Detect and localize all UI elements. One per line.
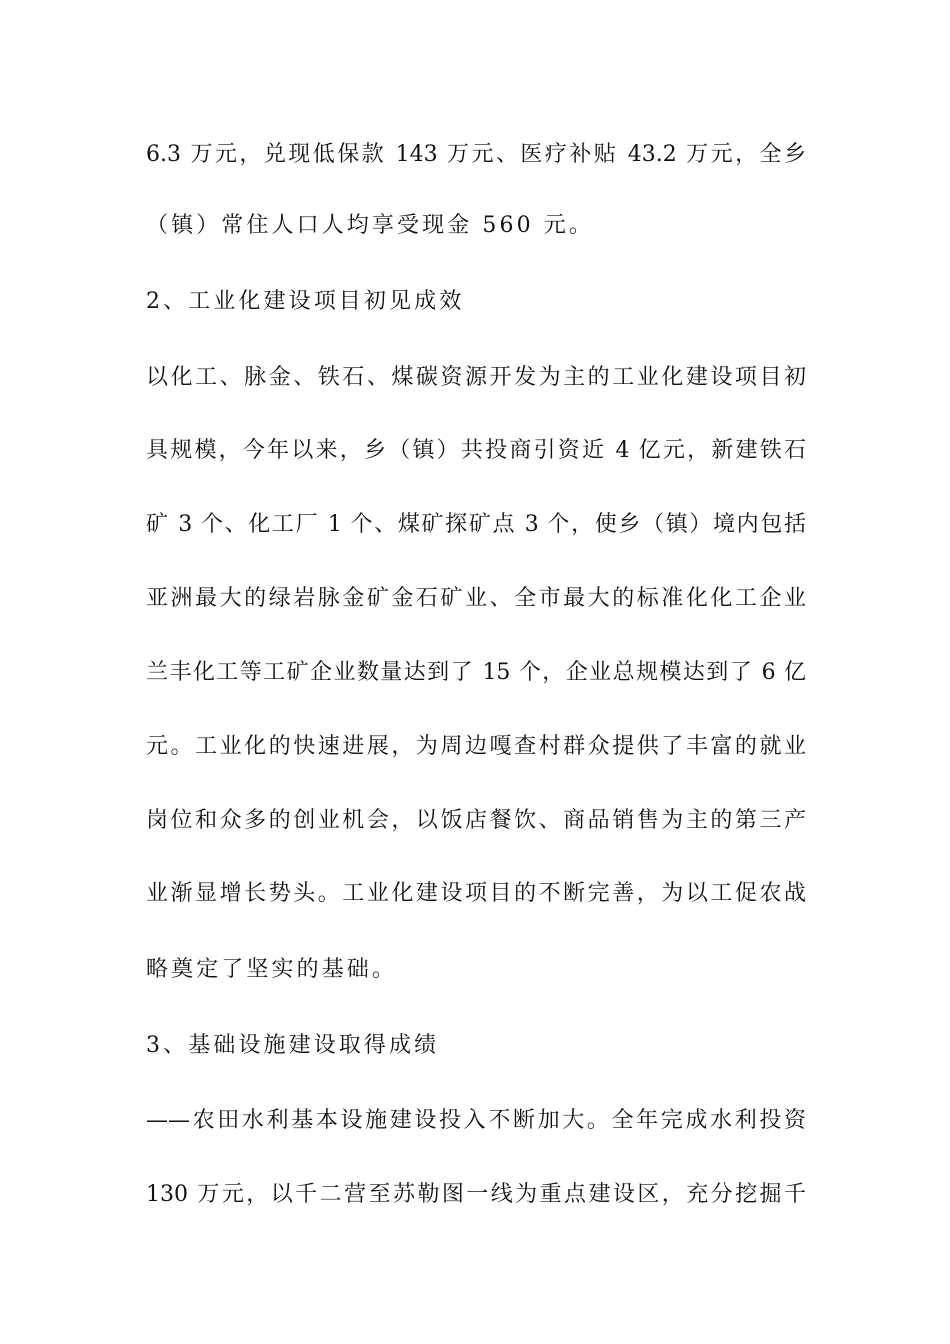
- body-text-line: （镇）常住人口人均享受现金 560 元。: [146, 213, 594, 238]
- body-text-line: ——农田水利基本设施建设投入不断加大。全年完成水利投资: [146, 1108, 806, 1133]
- body-text-line: 6.3 万元，兑现低保款 143 万元、医疗补贴 43.2 万元，全乡: [146, 142, 806, 167]
- body-text-line: 矿 3 个、化工厂 1 个、煤矿探矿点 3 个，使乡（镇）境内包括: [146, 512, 806, 537]
- body-text-line: 兰丰化工等工矿企业数量达到了 15 个，企业总规模达到了 6 亿: [146, 660, 806, 685]
- section-heading: 3、基础设施建设取得成绩: [146, 1033, 440, 1058]
- body-text-line: 以化工、脉金、铁石、煤碳资源开发为主的工业化建设项目初: [146, 365, 806, 390]
- section-heading: 2、工业化建设项目初见成效: [146, 289, 465, 314]
- body-text-line: 略奠定了坚实的基础。: [146, 957, 398, 982]
- body-text-line: 岗位和众多的创业机会，以饭店餐饮、商品销售为主的第三产: [146, 808, 806, 833]
- body-text-line: 亚洲最大的绿岩脉金矿金石矿业、全市最大的标准化化工企业: [146, 586, 806, 611]
- body-text-line: 元。工业化的快速进展，为周边嘎查村群众提供了丰富的就业: [146, 734, 806, 759]
- body-text-line: 具规模，今年以来，乡（镇）共投商引资近 4 亿元，新建铁石: [146, 438, 806, 463]
- body-text-line: 130 万元，以千二营至苏勒图一线为重点建设区，充分挖掘千: [146, 1182, 806, 1207]
- body-text-line: 业渐显增长势头。工业化建设项目的不断完善，为以工促农战: [146, 881, 806, 906]
